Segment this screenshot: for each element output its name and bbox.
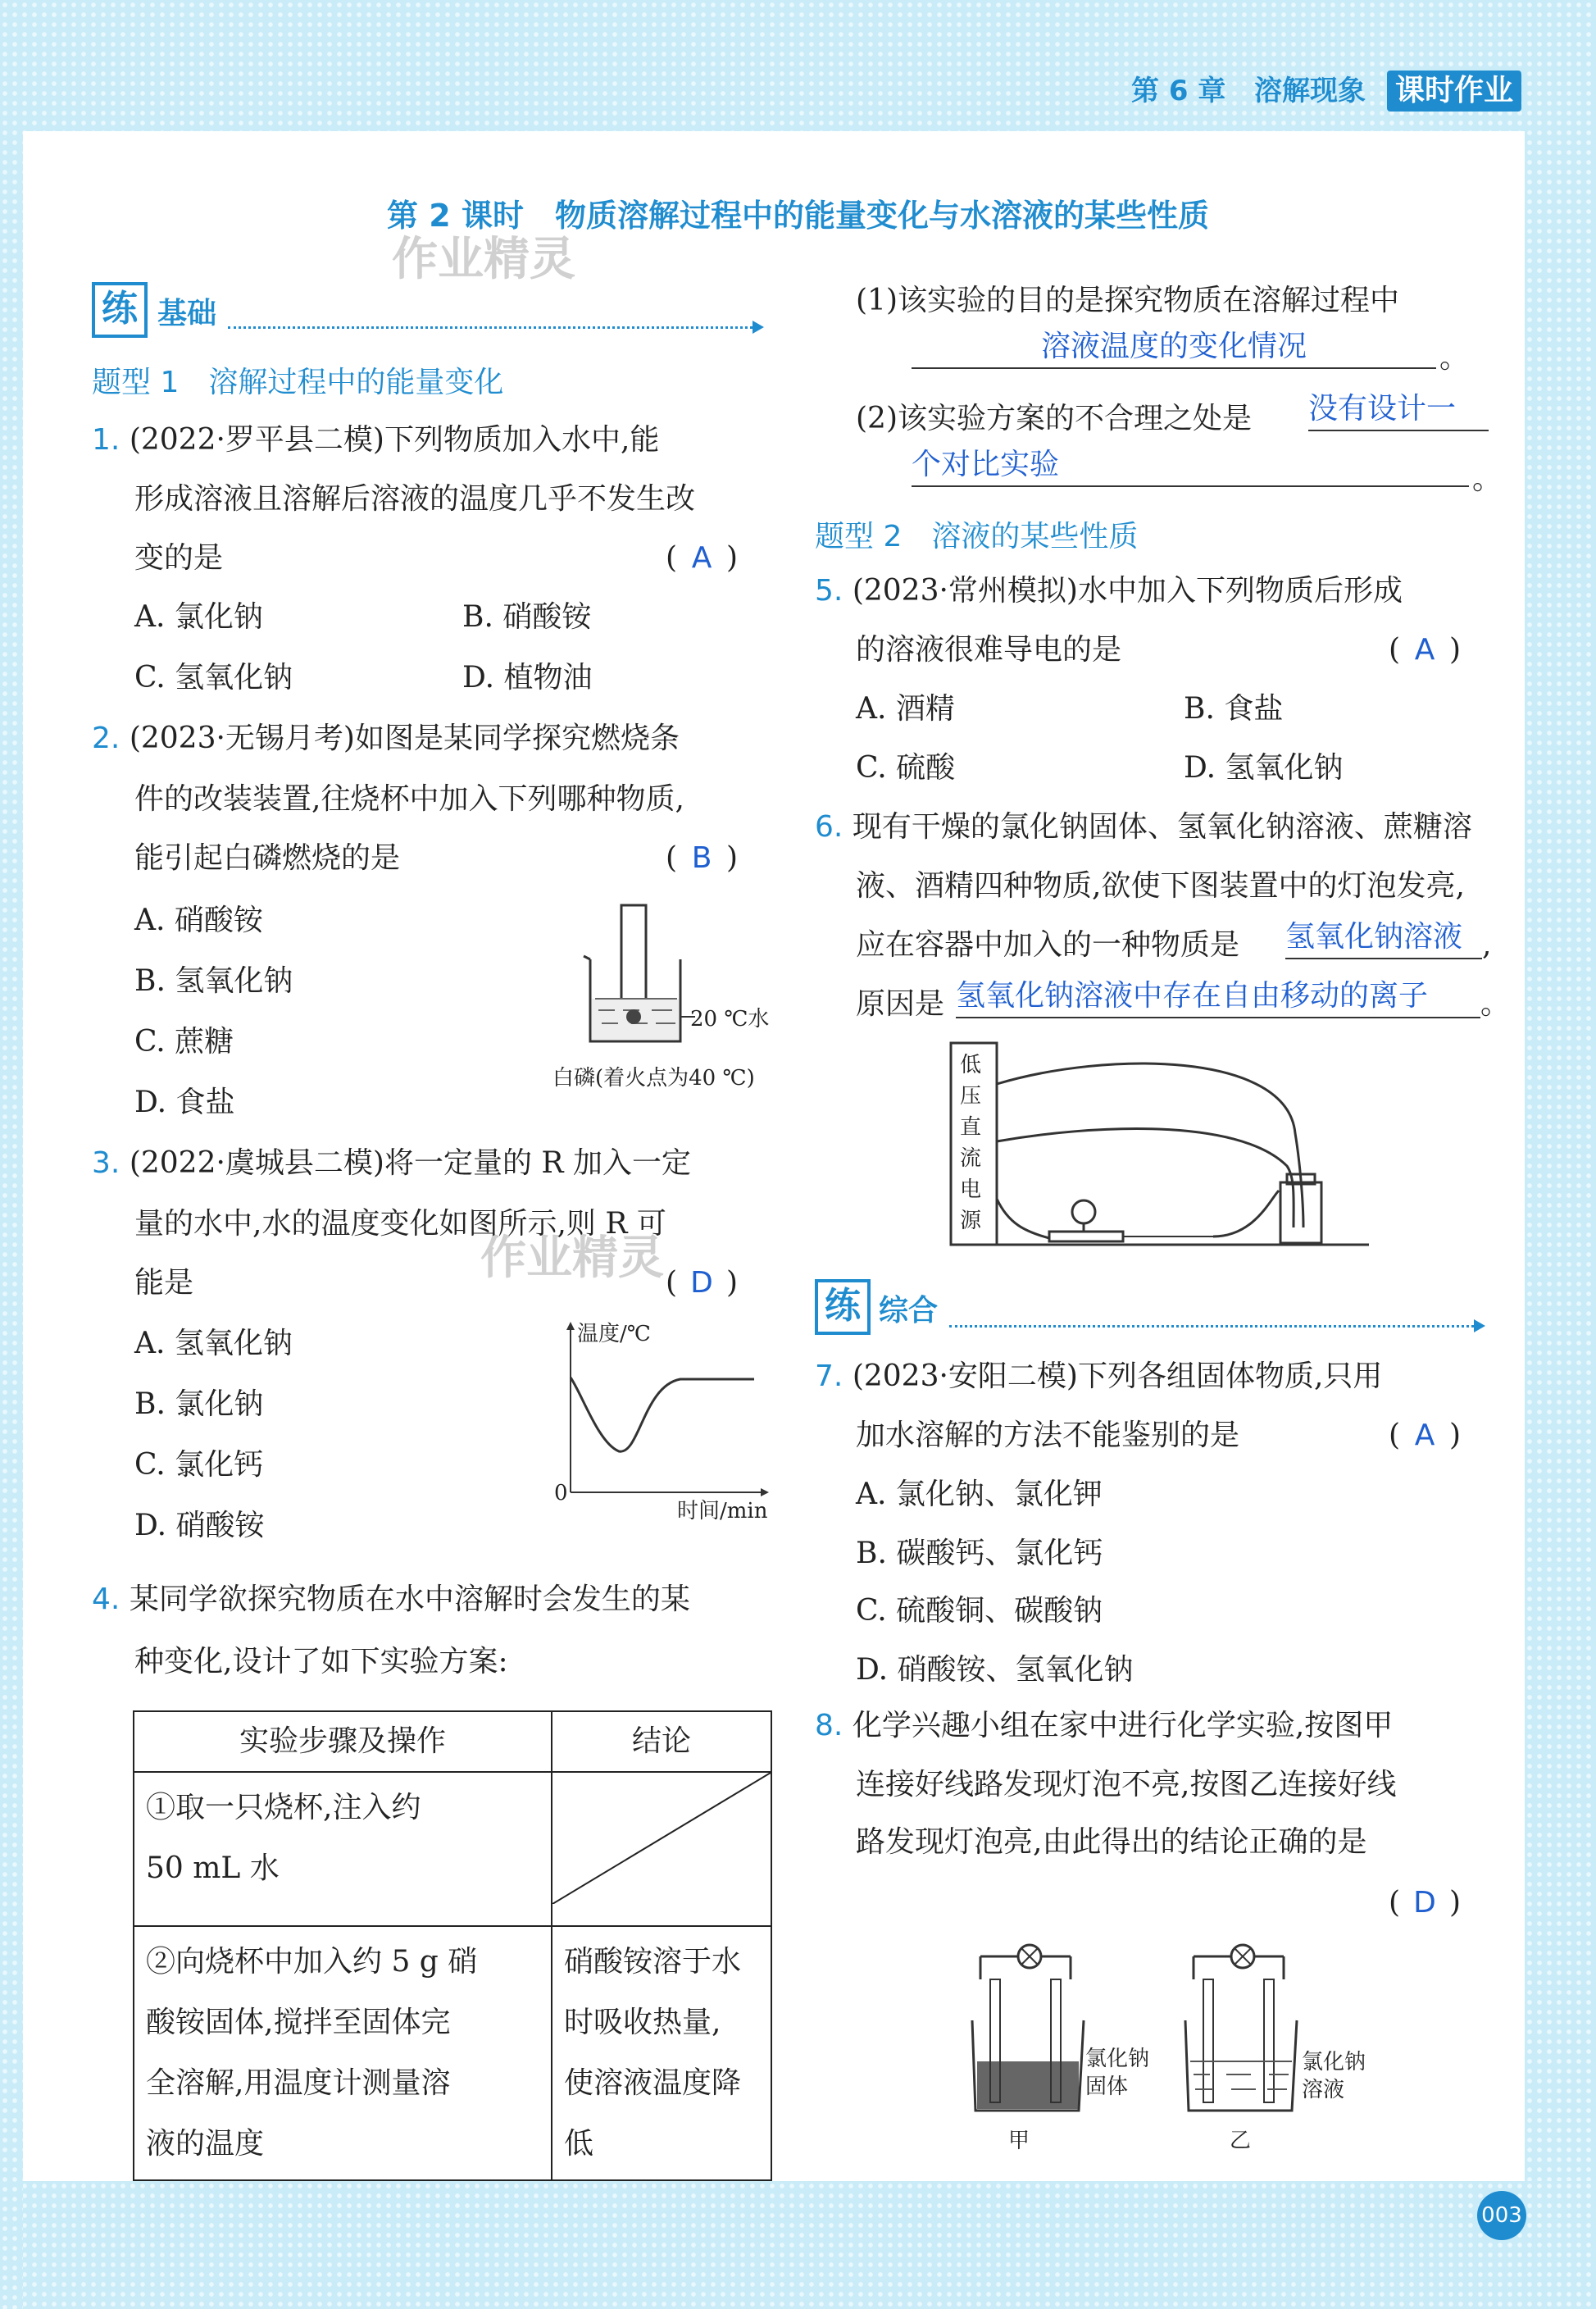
- type2-heading: 题型 2 溶液的某些性质: [815, 520, 1139, 553]
- q1-line-2: 形成溶液且溶解后溶液的温度几乎不发生改: [134, 482, 696, 516]
- watermark: 作业精灵: [392, 233, 575, 286]
- q3-temperature-graph: [557, 1320, 771, 1509]
- q3-option-b: B. 氯化钠: [134, 1387, 264, 1421]
- q4-line-1: 4. 某同学欲探究物质在水中溶解时会发生的某: [92, 1583, 690, 1616]
- q1-line-1: 1. (2022·罗平县二模)下列物质加入水中,能: [92, 423, 660, 457]
- q4-experiment-table: [133, 1710, 772, 2181]
- q8-figure-a: [964, 1938, 1095, 2119]
- q5-number: 5.: [815, 574, 843, 608]
- q5-option-b: B. 食盐: [1184, 692, 1284, 726]
- q4-sub2-answer-2: 个对比实验: [912, 444, 1469, 487]
- q5-option-c: C. 硫酸: [856, 751, 956, 785]
- section-basic-line: [228, 326, 753, 329]
- section-basic-box: 练: [92, 282, 148, 338]
- q4-sub2-end: 。: [1472, 462, 1503, 496]
- q2-option-c: C. 蔗糖: [134, 1025, 234, 1059]
- section-comprehensive-line: [949, 1325, 1474, 1328]
- q6-line-4-prefix: 原因是: [856, 987, 945, 1021]
- q5-line-2: 的溶液很难导电的是: [856, 633, 1122, 667]
- q2-beaker-figure: [574, 902, 697, 1050]
- q7-answer: ( A ): [1389, 1419, 1462, 1452]
- q2-line-3: 能引起白磷燃烧的是: [134, 841, 401, 875]
- q4-sub1-end: 。: [1439, 341, 1470, 375]
- section-comprehensive-name: 综合: [879, 1293, 939, 1328]
- q6-power-label: 低 压 直 流 电 源: [959, 1053, 981, 1233]
- section-comprehensive-box: 练: [815, 1279, 871, 1335]
- q5-line-1: 5. (2023·常州模拟)水中加入下列物质后形成: [815, 574, 1403, 608]
- q7-option-c: C. 硫酸铜、碳酸钠: [856, 1594, 1103, 1628]
- brand-logo: 课时作业: [1387, 71, 1521, 112]
- q7-option-a: A. 氯化钠、氯化钾: [856, 1478, 1103, 1511]
- q3-line-2: 量的水中,水的温度变化如图所示,则 R 可: [134, 1207, 666, 1241]
- q3-graph-x-label: 时间/min: [677, 1499, 768, 1523]
- q2-fig-caption: 白磷(着火点为40 ℃): [552, 1066, 755, 1091]
- q8-line-1: 8. 化学兴趣小组在家中进行化学实验,按图甲: [815, 1709, 1394, 1742]
- q4-line-2: 种变化,设计了如下实验方案:: [134, 1645, 508, 1678]
- q1-answer: ( A ): [666, 541, 739, 575]
- q2-option-a: A. 硝酸铵: [134, 904, 263, 937]
- table-row1-conclusion: [552, 1772, 771, 1926]
- q3-option-c: C. 氯化钙: [134, 1448, 264, 1482]
- q4-sub1-answer: 溶液温度的变化情况: [912, 326, 1436, 369]
- q2-answer: ( B ): [666, 841, 739, 875]
- section-basic-arrow-icon: [753, 321, 764, 334]
- q2-line-2: 件的改装装置,往烧杯中加入下列哪种物质,: [134, 782, 684, 816]
- table-row2-conclusion: 硝酸铵溶于水 时吸收热量, 使溶液温度降 低: [552, 1926, 771, 2180]
- q6-line-1: 6. 现有干燥的氯化钠固体、氢氧化钠溶液、蔗糖溶: [815, 810, 1472, 844]
- q8-number: 8.: [815, 1709, 843, 1742]
- q8-fig-b-name: 乙: [1230, 2129, 1252, 2153]
- q3-graph-y-label: 温度/℃: [577, 1322, 651, 1346]
- q6-line-4-end: 。: [1480, 987, 1511, 1021]
- q8-answer: ( D ): [1389, 1886, 1462, 1920]
- q3-line-1: 3. (2022·虞城县二模)将一定量的 R 加入一定: [92, 1146, 691, 1180]
- bottom-border: [0, 2181, 1596, 2309]
- q3-line-3: 能是: [134, 1266, 194, 1300]
- q2-fig-water-label: 20 ℃水: [690, 1007, 770, 1032]
- q6-line-3-prefix: 应在容器中加入的一种物质是: [856, 928, 1240, 962]
- q8-fig-b-label: 氯化钠 溶液: [1302, 2050, 1366, 2102]
- table-diagonal: [552, 1773, 771, 1904]
- q7-option-b: B. 碳酸钙、氯化钙: [856, 1537, 1103, 1570]
- right-border: [1525, 0, 1596, 2309]
- q1-number: 1.: [92, 423, 120, 457]
- section-basic-name: 基础: [157, 296, 217, 330]
- table-header-steps: 实验步骤及操作: [134, 1711, 552, 1772]
- chapter-title: 溶解现象: [1254, 75, 1366, 107]
- q6-answer-2: 氢氧化钠溶液中存在自由移动的离子: [956, 976, 1480, 1018]
- q7-line-1: 7. (2023·安阳二模)下列各组固体物质,只用: [815, 1359, 1383, 1393]
- q7-option-d: D. 硝酸铵、氢氧化钠: [856, 1653, 1134, 1687]
- q7-line-2: 加水溶解的方法不能鉴别的是: [856, 1419, 1240, 1452]
- type1-heading: 题型 1 溶解过程中的能量变化: [92, 366, 504, 399]
- left-border: [0, 0, 23, 2309]
- lesson-title: 第 2 课时 物质溶解过程中的能量变化与水溶液的某些性质: [387, 198, 1209, 234]
- q8-line-3: 路发现灯泡亮,由此得出的结论正确的是: [856, 1825, 1367, 1859]
- q8-fig-a-name: 甲: [1008, 2129, 1030, 2153]
- q8-fig-a-label: 氯化钠 固体: [1085, 2047, 1150, 2099]
- q6-circuit-figure: [943, 1035, 1385, 1273]
- q1-option-d: D. 植物油: [462, 661, 593, 695]
- page-number: 003: [1477, 2191, 1526, 2240]
- q6-line-2: 液、酒精四种物质,欲使下图装置中的灯泡发亮,: [856, 869, 1465, 903]
- q8-figure-b: [1177, 1938, 1308, 2119]
- q6-answer-1: 氢氧化钠溶液: [1285, 917, 1482, 959]
- q3-option-d: D. 硝酸铵: [134, 1509, 265, 1542]
- table-row2-step: ②向烧杯中加入约 5 g 硝 酸铵固体,搅拌至固体完 全溶解,用温度计测量溶 液的温度: [134, 1926, 552, 2180]
- table-header-conclusion: 结论: [552, 1711, 771, 1772]
- q5-option-a: A. 酒精: [856, 692, 955, 726]
- q3-answer: ( D ): [666, 1266, 739, 1300]
- chapter-label: 第 6 章: [1131, 75, 1226, 107]
- q1-option-a: A. 氯化钠: [134, 600, 263, 634]
- q4-number: 4.: [92, 1583, 120, 1616]
- q3-graph-origin: 0: [554, 1481, 568, 1505]
- q2-option-b: B. 氢氧化钠: [134, 964, 293, 998]
- q6-number: 6.: [815, 810, 843, 844]
- watermark-2: 作业精灵: [480, 1232, 664, 1285]
- q7-number: 7.: [815, 1359, 843, 1393]
- q1-line-3: 变的是: [134, 541, 224, 575]
- q5-option-d: D. 氢氧化钠: [1184, 751, 1344, 785]
- q8-line-2: 连接好线路发现灯泡不亮,按图乙连接好线: [856, 1768, 1397, 1801]
- q2-number: 2.: [92, 722, 120, 755]
- q3-option-a: A. 氢氧化钠: [134, 1327, 293, 1360]
- q1-option-b: B. 硝酸铵: [462, 600, 592, 634]
- q1-option-c: C. 氢氧化钠: [134, 661, 293, 695]
- q4-sub2-answer-1: 没有设计一: [1308, 389, 1489, 431]
- q4-sub1-prompt: (1)该实验的目的是探究物质在溶解过程中: [856, 284, 1399, 317]
- section-comprehensive-arrow-icon: [1474, 1319, 1485, 1332]
- q5-answer: ( A ): [1389, 633, 1462, 667]
- q3-number: 3.: [92, 1146, 120, 1180]
- q4-sub2-prompt: (2)该实验方案的不合理之处是: [856, 402, 1252, 435]
- q6-line-3-comma: ,: [1482, 928, 1492, 962]
- q2-option-d: D. 食盐: [134, 1086, 235, 1119]
- q2-line-1: 2. (2023·无锡月考)如图是某同学探究燃烧条: [92, 722, 680, 755]
- table-row1-step: ①取一只烧杯,注入约 50 mL 水: [134, 1772, 552, 1926]
